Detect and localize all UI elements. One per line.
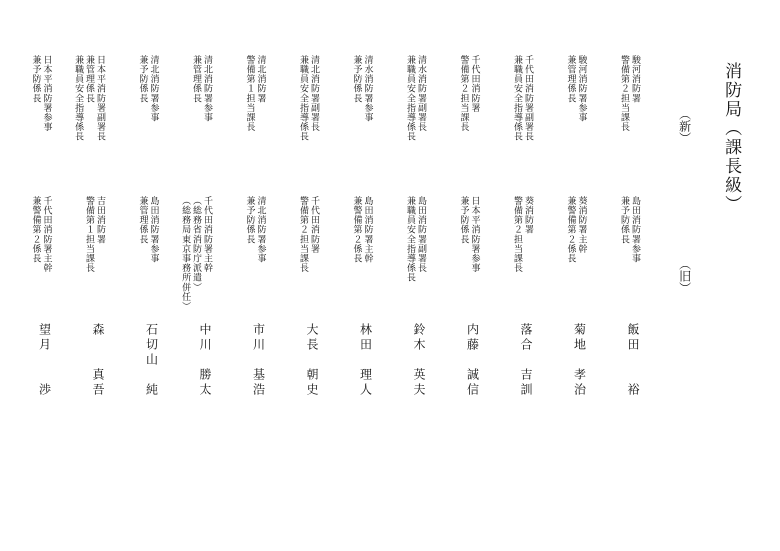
entry-old-post: 千代田消防署 警備第２担当課長	[298, 196, 319, 273]
entry-old-post: 島田消防署参事 兼管理係長	[137, 196, 159, 264]
entry-old-post: 清北消防署参事 兼予防係長	[244, 196, 266, 264]
entry-person-name: 中川 勝太	[198, 323, 212, 398]
header-new: （新）	[677, 108, 692, 144]
entry-new-post: 日本平消防署参事 兼予防係長	[30, 55, 52, 132]
entry-new-post: 清水消防署副署長 兼職員安全指導係長	[405, 55, 426, 142]
entry-old-post: 葵消防署主幹 兼警備第２係長	[565, 196, 587, 264]
entry-person-name: 市川 基浩	[251, 323, 266, 398]
entry-old-post: 葵消防署 警備第２担当課長	[512, 196, 533, 273]
entry-old-post: 吉田消防署 警備第１担当課長	[84, 196, 105, 273]
entry-person-name: 森 真吾	[91, 323, 105, 398]
header-old: （旧）	[677, 258, 692, 294]
entry-person-name: 鈴木 英夫	[412, 323, 426, 398]
entry-old-post: 島田消防署参事 兼予防係長	[619, 196, 640, 264]
entry-new-post: 千代田消防署副署長 兼職員安全指導係長	[512, 55, 533, 142]
entry-person-name: 林田 理人	[358, 323, 373, 398]
entry-new-post: 駿河消防署参事 兼管理係長	[565, 55, 587, 123]
entry-old-post: 日本平消防署参事 兼予防係長	[458, 196, 480, 273]
entry-old-post: 千代田消防署主幹 （総務省消防庁派遣） （総務局東京事務所併任）	[180, 196, 212, 312]
entry-person-name: 望月 渉	[37, 323, 52, 398]
entry-new-post: 清北消防署副署長 兼職員安全指導係長	[298, 55, 319, 142]
entry-person-name: 飯田 裕	[626, 323, 640, 398]
entry-new-post: 千代田消防署 警備第２担当課長	[458, 55, 480, 132]
entry-person-name: 内藤 誠信	[465, 323, 480, 398]
entry-person-name: 菊地 孝治	[572, 323, 587, 398]
entry-person-name: 大長 朝史	[305, 323, 319, 398]
entry-old-post: 島田消防署副署長 兼職員安全指導係長	[405, 196, 426, 283]
entry-new-post: 日本平消防署副署長 兼管理係長 兼職員安全指導係長	[73, 55, 105, 142]
entry-old-post: 千代田消防署主幹 兼警備第２係長	[30, 196, 52, 273]
entry-old-post: 島田消防署主幹 兼警備第２係長	[351, 196, 373, 264]
entry-new-post: 清水消防署参事 兼予防係長	[351, 55, 373, 123]
entry-new-post: 清北消防署参事 兼予防係長	[137, 55, 159, 123]
entry-new-post: 清北消防署参事 兼管理係長	[191, 55, 212, 123]
entry-person-name: 落合 吉訓	[519, 323, 533, 398]
entry-person-name: 石切山 純	[144, 323, 159, 398]
entry-new-post: 駿河消防署 警備第２担当課長	[619, 55, 640, 132]
document-title: 消防局（課長級）	[721, 62, 742, 214]
entry-new-post: 清北消防署 警備第１担当課長	[244, 55, 266, 132]
